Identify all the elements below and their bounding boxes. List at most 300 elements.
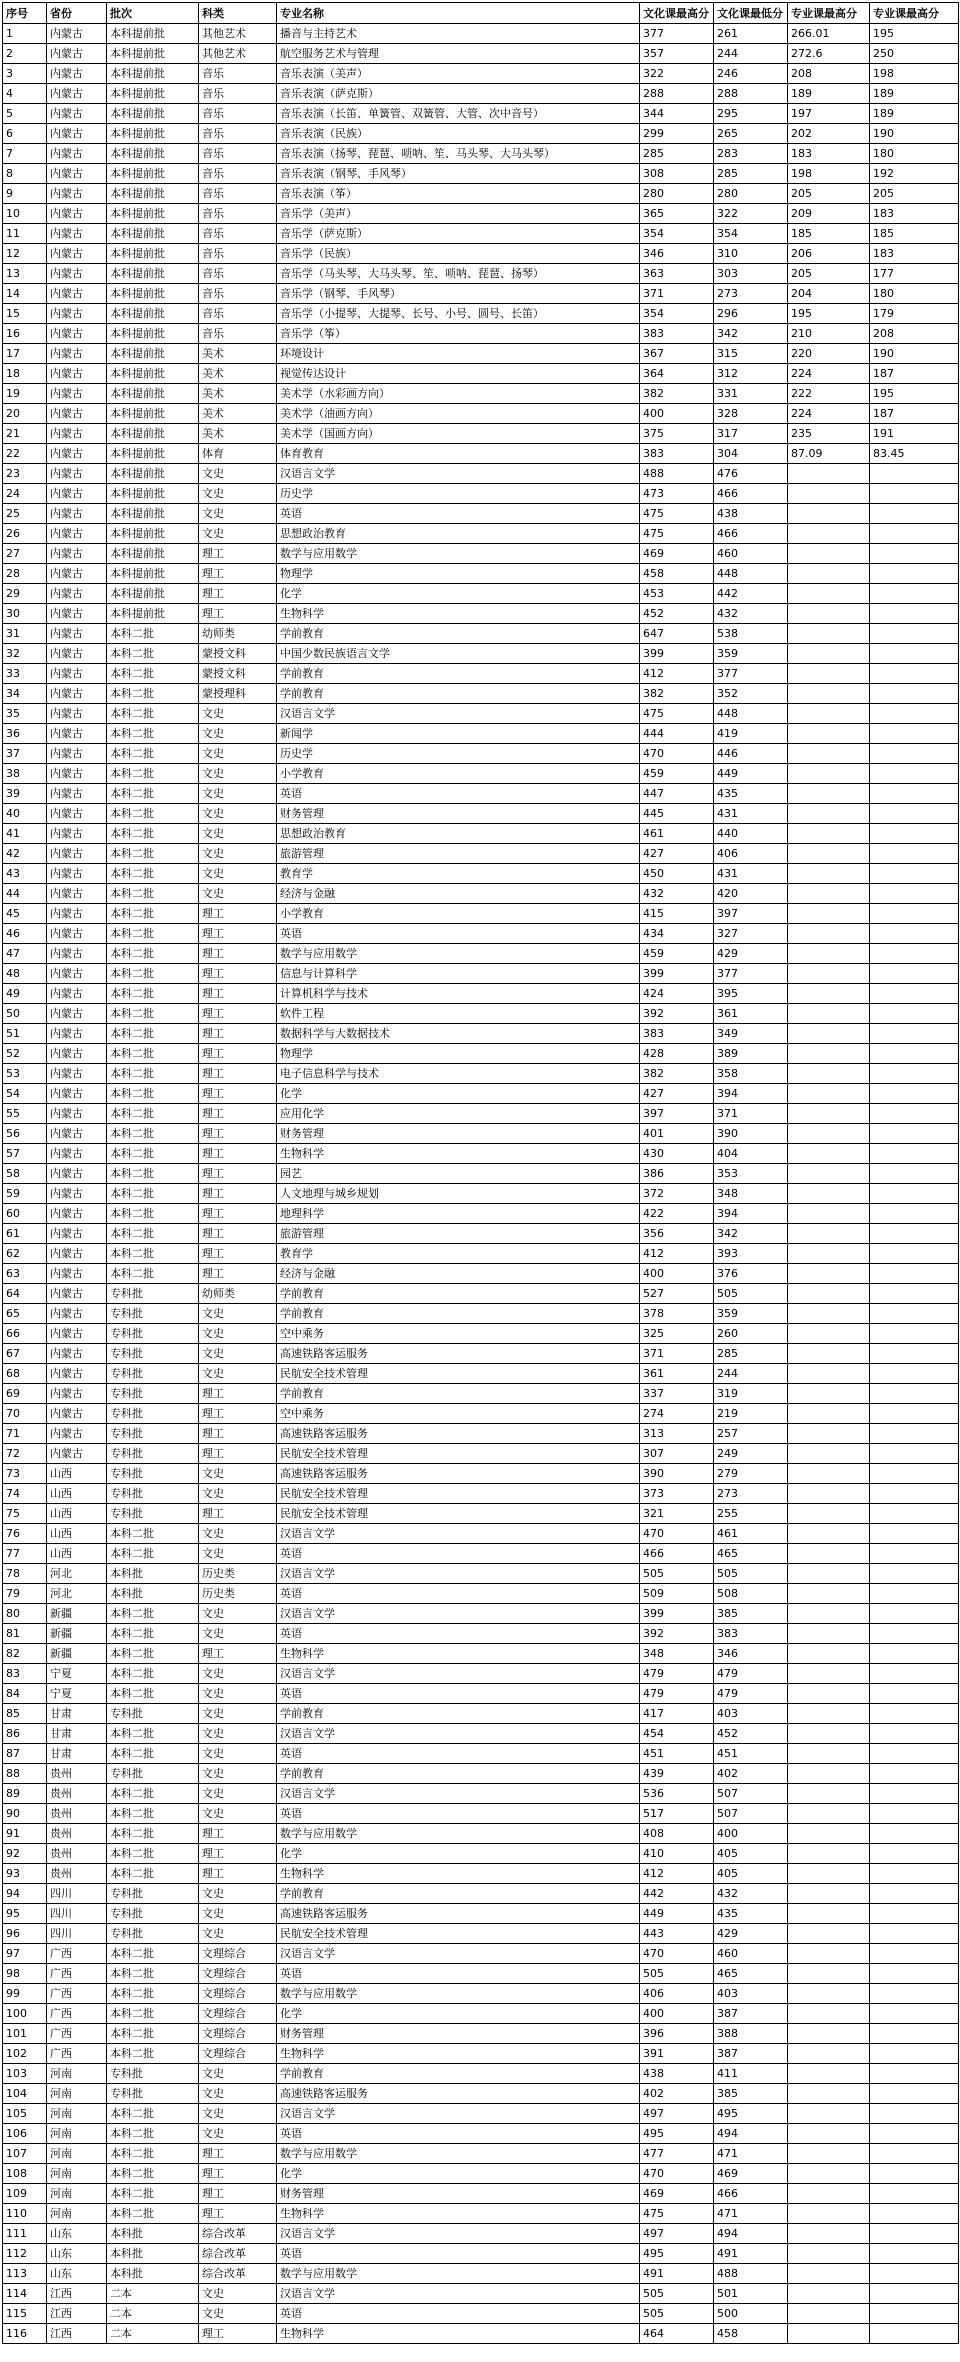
cell-major-max-2 <box>870 2064 959 2084</box>
cell-category: 文史 <box>199 2104 277 2124</box>
table-row <box>3 484 959 504</box>
cell-index: 61 <box>3 1224 47 1244</box>
cell-major-max <box>788 1564 870 1584</box>
cell-culture-max: 371 <box>640 1344 714 1364</box>
cell-index: 56 <box>3 1124 47 1144</box>
cell-province: 内蒙古 <box>47 864 107 884</box>
cell-major-max <box>788 1724 870 1744</box>
cell-major-max: 272.6 <box>788 44 870 64</box>
cell-province: 内蒙古 <box>47 904 107 924</box>
cell-culture-min: 246 <box>714 64 788 84</box>
cell-major-max-2 <box>870 1644 959 1664</box>
cell-culture-min: 494 <box>714 2124 788 2144</box>
cell-major: 经济与金融 <box>277 1264 640 1284</box>
cell-culture-max: 473 <box>640 484 714 504</box>
table-row <box>3 1064 959 1084</box>
cell-culture-max: 449 <box>640 1904 714 1924</box>
table-row <box>3 1124 959 1144</box>
cell-major-max-2 <box>870 2044 959 2064</box>
table-row <box>3 844 959 864</box>
cell-index: 108 <box>3 2164 47 2184</box>
cell-culture-min: 432 <box>714 1884 788 1904</box>
cell-province: 贵州 <box>47 1804 107 1824</box>
cell-culture-max: 382 <box>640 1064 714 1084</box>
cell-index: 44 <box>3 884 47 904</box>
cell-major: 教育学 <box>277 864 640 884</box>
cell-province: 内蒙古 <box>47 1324 107 1344</box>
cell-province: 山西 <box>47 1544 107 1564</box>
cell-province: 河南 <box>47 2084 107 2104</box>
table-row <box>3 104 959 124</box>
cell-major-max <box>788 2124 870 2144</box>
cell-major-max-2 <box>870 684 959 704</box>
cell-category: 理工 <box>199 924 277 944</box>
cell-index: 111 <box>3 2224 47 2244</box>
cell-major: 音乐学（萨克斯） <box>277 224 640 244</box>
table-row <box>3 1864 959 1884</box>
cell-culture-max: 412 <box>640 1244 714 1264</box>
cell-major-max-2 <box>870 924 959 944</box>
cell-category: 音乐 <box>199 284 277 304</box>
cell-culture-max: 399 <box>640 964 714 984</box>
cell-major: 音乐表演（美声） <box>277 64 640 84</box>
cell-major-max: 197 <box>788 104 870 124</box>
cell-culture-min: 431 <box>714 864 788 884</box>
cell-index: 24 <box>3 484 47 504</box>
cell-category: 理工 <box>199 1004 277 1024</box>
cell-province: 内蒙古 <box>47 284 107 304</box>
cell-culture-min: 358 <box>714 1064 788 1084</box>
cell-batch: 本科提前批 <box>107 364 199 384</box>
cell-major-max-2 <box>870 2184 959 2204</box>
cell-province: 内蒙古 <box>47 1164 107 1184</box>
cell-major-max-2 <box>870 2104 959 2124</box>
cell-major-max <box>788 1484 870 1504</box>
cell-culture-min: 383 <box>714 1624 788 1644</box>
cell-major: 高速铁路客运服务 <box>277 1424 640 1444</box>
cell-index: 96 <box>3 1924 47 1944</box>
cell-major-max <box>788 2264 870 2284</box>
cell-major-max <box>788 1164 870 1184</box>
cell-province: 内蒙古 <box>47 244 107 264</box>
cell-batch: 本科二批 <box>107 1164 199 1184</box>
cell-batch: 本科二批 <box>107 624 199 644</box>
cell-major-max-2 <box>870 864 959 884</box>
cell-province: 甘肃 <box>47 1744 107 1764</box>
cell-major-max-2: 187 <box>870 404 959 424</box>
cell-major-max <box>788 1744 870 1764</box>
cell-province: 河南 <box>47 2144 107 2164</box>
cell-major: 美术学（国画方向） <box>277 424 640 444</box>
cell-index: 38 <box>3 764 47 784</box>
table-row <box>3 2144 959 2164</box>
cell-culture-max: 390 <box>640 1464 714 1484</box>
cell-major-max <box>788 1084 870 1104</box>
cell-major: 英语 <box>277 2124 640 2144</box>
cell-batch: 本科批 <box>107 2224 199 2244</box>
cell-category: 文史 <box>199 1884 277 1904</box>
cell-category: 音乐 <box>199 84 277 104</box>
cell-index: 17 <box>3 344 47 364</box>
cell-major-max-2 <box>870 1064 959 1084</box>
cell-culture-min: 279 <box>714 1464 788 1484</box>
cell-major: 学前教育 <box>277 664 640 684</box>
cell-major: 汉语言文学 <box>277 1664 640 1684</box>
cell-batch: 本科二批 <box>107 1624 199 1644</box>
cell-index: 69 <box>3 1384 47 1404</box>
cell-major: 化学 <box>277 584 640 604</box>
table-row <box>3 564 959 584</box>
cell-culture-max: 466 <box>640 1544 714 1564</box>
table-row <box>3 744 959 764</box>
table-row <box>3 764 959 784</box>
cell-culture-min: 244 <box>714 44 788 64</box>
cell-culture-max: 361 <box>640 1364 714 1384</box>
cell-batch: 本科二批 <box>107 2144 199 2164</box>
cell-major: 音乐表演（萨克斯） <box>277 84 640 104</box>
cell-culture-max: 367 <box>640 344 714 364</box>
cell-province: 贵州 <box>47 1764 107 1784</box>
cell-index: 93 <box>3 1864 47 1884</box>
cell-major-max-2 <box>870 1664 959 1684</box>
cell-major-max: 183 <box>788 144 870 164</box>
cell-major: 民航安全技术管理 <box>277 1484 640 1504</box>
cell-index: 8 <box>3 164 47 184</box>
cell-major-max-2 <box>870 1404 959 1424</box>
cell-batch: 本科二批 <box>107 2104 199 2124</box>
cell-category: 文史 <box>199 1524 277 1544</box>
cell-major: 数学与应用数学 <box>277 944 640 964</box>
cell-major: 音乐学（小提琴、大提琴、长号、小号、圆号、长笛） <box>277 304 640 324</box>
cell-category: 文史 <box>199 784 277 804</box>
cell-province: 江西 <box>47 2324 107 2344</box>
cell-major-max-2 <box>870 1904 959 1924</box>
cell-culture-min: 406 <box>714 844 788 864</box>
cell-category: 理工 <box>199 1844 277 1864</box>
cell-culture-min: 465 <box>714 1964 788 1984</box>
cell-major-max-2 <box>870 544 959 564</box>
cell-major-max <box>788 1204 870 1224</box>
cell-province: 广西 <box>47 2004 107 2024</box>
cell-province: 内蒙古 <box>47 804 107 824</box>
cell-culture-max: 391 <box>640 2044 714 2064</box>
cell-batch: 本科二批 <box>107 1964 199 1984</box>
cell-culture-min: 387 <box>714 2044 788 2064</box>
cell-major: 汉语言文学 <box>277 704 640 724</box>
cell-batch: 专科批 <box>107 1924 199 1944</box>
table-row <box>3 504 959 524</box>
cell-index: 67 <box>3 1344 47 1364</box>
cell-batch: 本科提前批 <box>107 484 199 504</box>
table-row <box>3 1504 959 1524</box>
cell-culture-min: 419 <box>714 724 788 744</box>
cell-major: 环境设计 <box>277 344 640 364</box>
cell-major-max: 222 <box>788 384 870 404</box>
cell-major-max-2 <box>870 1504 959 1524</box>
table-row <box>3 1704 959 1724</box>
cell-major: 软件工程 <box>277 1004 640 1024</box>
cell-major-max-2 <box>870 2264 959 2284</box>
cell-culture-min: 280 <box>714 184 788 204</box>
cell-batch: 本科提前批 <box>107 524 199 544</box>
cell-major-max <box>788 1904 870 1924</box>
cell-batch: 本科提前批 <box>107 124 199 144</box>
cell-major: 人文地理与城乡规划 <box>277 1184 640 1204</box>
cell-major-max <box>788 1544 870 1564</box>
cell-category: 文史 <box>199 1364 277 1384</box>
cell-major-max-2 <box>870 1224 959 1244</box>
table-row <box>3 1824 959 1844</box>
table-row <box>3 264 959 284</box>
cell-major-max <box>788 884 870 904</box>
cell-province: 内蒙古 <box>47 664 107 684</box>
cell-culture-max: 469 <box>640 544 714 564</box>
cell-major-max-2 <box>870 1544 959 1564</box>
cell-culture-min: 371 <box>714 1104 788 1124</box>
cell-major-max-2 <box>870 1424 959 1444</box>
cell-culture-max: 399 <box>640 644 714 664</box>
cell-major-max <box>788 1924 870 1944</box>
cell-category: 文史 <box>199 1904 277 1924</box>
cell-province: 内蒙古 <box>47 1284 107 1304</box>
table-row <box>3 524 959 544</box>
cell-major-max-2 <box>870 1364 959 1384</box>
cell-major: 视觉传达设计 <box>277 364 640 384</box>
cell-major: 生物科学 <box>277 1864 640 1884</box>
cell-culture-max: 412 <box>640 664 714 684</box>
cell-culture-max: 445 <box>640 804 714 824</box>
cell-major-max <box>788 1064 870 1084</box>
cell-major-max-2 <box>870 624 959 644</box>
cell-major-max <box>788 924 870 944</box>
cell-index: 71 <box>3 1424 47 1444</box>
cell-index: 35 <box>3 704 47 724</box>
cell-major-max-2: 198 <box>870 64 959 84</box>
cell-category: 文史 <box>199 1304 277 1324</box>
cell-culture-max: 321 <box>640 1504 714 1524</box>
cell-index: 81 <box>3 1624 47 1644</box>
cell-culture-min: 435 <box>714 784 788 804</box>
cell-culture-min: 466 <box>714 2184 788 2204</box>
cell-major-max: 87.09 <box>788 444 870 464</box>
cell-major-max <box>788 1784 870 1804</box>
cell-culture-max: 517 <box>640 1804 714 1824</box>
cell-index: 109 <box>3 2184 47 2204</box>
cell-province: 广西 <box>47 1984 107 2004</box>
cell-major-max-2 <box>870 1304 959 1324</box>
cell-culture-max: 415 <box>640 904 714 924</box>
cell-batch: 本科二批 <box>107 684 199 704</box>
cell-batch: 本科提前批 <box>107 304 199 324</box>
cell-major-max-2 <box>870 944 959 964</box>
cell-category: 理工 <box>199 1224 277 1244</box>
cell-major-max <box>788 664 870 684</box>
cell-major: 生物科学 <box>277 1144 640 1164</box>
cell-province: 宁夏 <box>47 1664 107 1684</box>
cell-batch: 本科二批 <box>107 944 199 964</box>
cell-major-max <box>788 1144 870 1164</box>
table-row <box>3 1324 959 1344</box>
cell-major-max-2: 183 <box>870 244 959 264</box>
cell-province: 河南 <box>47 2184 107 2204</box>
cell-culture-min: 310 <box>714 244 788 264</box>
cell-major-max-2 <box>870 1524 959 1544</box>
cell-major-max <box>788 1364 870 1384</box>
cell-major-max-2 <box>870 1144 959 1164</box>
cell-index: 18 <box>3 364 47 384</box>
cell-province: 内蒙古 <box>47 264 107 284</box>
cell-province: 内蒙古 <box>47 1344 107 1364</box>
cell-index: 68 <box>3 1364 47 1384</box>
cell-category: 文史 <box>199 484 277 504</box>
cell-index: 65 <box>3 1304 47 1324</box>
table-row <box>3 644 959 664</box>
cell-major-max <box>788 2304 870 2324</box>
table-row <box>3 1364 959 1384</box>
cell-culture-max: 491 <box>640 2264 714 2284</box>
table-row <box>3 1664 959 1684</box>
cell-category: 理工 <box>199 1184 277 1204</box>
cell-major-max-2: 191 <box>870 424 959 444</box>
cell-culture-max: 299 <box>640 124 714 144</box>
cell-province: 河南 <box>47 2204 107 2224</box>
cell-index: 21 <box>3 424 47 444</box>
cell-batch: 本科二批 <box>107 1724 199 1744</box>
cell-major: 财务管理 <box>277 2024 640 2044</box>
cell-culture-max: 397 <box>640 1104 714 1124</box>
cell-culture-max: 452 <box>640 604 714 624</box>
cell-culture-min: 395 <box>714 984 788 1004</box>
cell-category: 文史 <box>199 1684 277 1704</box>
cell-major: 汉语言文学 <box>277 2224 640 2244</box>
cell-culture-max: 438 <box>640 2064 714 2084</box>
table-row <box>3 1784 959 1804</box>
cell-index: 83 <box>3 1664 47 1684</box>
cell-category: 文史 <box>199 764 277 784</box>
cell-index: 57 <box>3 1144 47 1164</box>
cell-province: 内蒙古 <box>47 384 107 404</box>
cell-culture-max: 400 <box>640 404 714 424</box>
cell-province: 内蒙古 <box>47 444 107 464</box>
cell-major-max-2 <box>870 2024 959 2044</box>
header-province: 省份 <box>47 3 107 24</box>
cell-category: 理工 <box>199 2324 277 2344</box>
cell-province: 内蒙古 <box>47 1144 107 1164</box>
cell-culture-max: 378 <box>640 1304 714 1324</box>
cell-category: 音乐 <box>199 224 277 244</box>
cell-province: 内蒙古 <box>47 644 107 664</box>
cell-category: 文史 <box>199 524 277 544</box>
cell-culture-max: 408 <box>640 1824 714 1844</box>
cell-province: 内蒙古 <box>47 584 107 604</box>
cell-batch: 本科二批 <box>107 1684 199 1704</box>
cell-culture-max: 396 <box>640 2024 714 2044</box>
cell-batch: 二本 <box>107 2304 199 2324</box>
table-row <box>3 1964 959 1984</box>
cell-culture-max: 479 <box>640 1664 714 1684</box>
cell-major: 音乐表演（扬琴、琵琶、唢呐、笙、马头琴、大马头琴） <box>277 144 640 164</box>
cell-major: 汉语言文学 <box>277 1564 640 1584</box>
cell-province: 内蒙古 <box>47 1224 107 1244</box>
cell-major: 音乐学（钢琴、手风琴） <box>277 284 640 304</box>
cell-major-max-2: 195 <box>870 384 959 404</box>
cell-culture-max: 307 <box>640 1444 714 1464</box>
cell-category: 文理综合 <box>199 2004 277 2024</box>
cell-province: 广西 <box>47 1964 107 1984</box>
cell-major: 空中乘务 <box>277 1324 640 1344</box>
cell-index: 22 <box>3 444 47 464</box>
cell-province: 内蒙古 <box>47 144 107 164</box>
cell-major-max <box>788 1844 870 1864</box>
cell-batch: 本科二批 <box>107 1224 199 1244</box>
table-row <box>3 1204 959 1224</box>
cell-culture-max: 459 <box>640 944 714 964</box>
cell-major-max-2 <box>870 1604 959 1624</box>
cell-culture-min: 342 <box>714 324 788 344</box>
table-row <box>3 1144 959 1164</box>
table-row <box>3 2104 959 2124</box>
cell-culture-max: 470 <box>640 744 714 764</box>
table-row <box>3 1384 959 1404</box>
cell-culture-max: 444 <box>640 724 714 744</box>
cell-category: 理工 <box>199 964 277 984</box>
cell-batch: 本科提前批 <box>107 144 199 164</box>
header-major: 专业名称 <box>277 3 640 24</box>
cell-province: 内蒙古 <box>47 824 107 844</box>
cell-province: 内蒙古 <box>47 1264 107 1284</box>
cell-province: 内蒙古 <box>47 464 107 484</box>
cell-major: 英语 <box>277 784 640 804</box>
cell-major-max <box>788 1404 870 1424</box>
cell-culture-min: 393 <box>714 1244 788 1264</box>
cell-category: 文史 <box>199 2304 277 2324</box>
cell-index: 50 <box>3 1004 47 1024</box>
cell-major-max-2 <box>870 664 959 684</box>
cell-batch: 本科提前批 <box>107 84 199 104</box>
cell-batch: 专科批 <box>107 1464 199 1484</box>
cell-batch: 专科批 <box>107 1504 199 1524</box>
cell-major: 音乐学（马头琴、大马头琴、笙、唢呐、琵琶、扬琴） <box>277 264 640 284</box>
table-row <box>3 1284 959 1304</box>
cell-culture-min: 508 <box>714 1584 788 1604</box>
cell-major-max <box>788 984 870 1004</box>
cell-major-max: 209 <box>788 204 870 224</box>
cell-category: 理工 <box>199 1444 277 1464</box>
cell-province: 甘肃 <box>47 1704 107 1724</box>
cell-culture-min: 476 <box>714 464 788 484</box>
cell-index: 39 <box>3 784 47 804</box>
cell-province: 内蒙古 <box>47 1184 107 1204</box>
cell-major-max-2 <box>870 1564 959 1584</box>
cell-province: 山西 <box>47 1464 107 1484</box>
table-row <box>3 1904 959 1924</box>
table-row <box>3 2064 959 2084</box>
cell-category: 理工 <box>199 2204 277 2224</box>
cell-category: 理工 <box>199 1644 277 1664</box>
table-row <box>3 724 959 744</box>
cell-category: 蒙授理科 <box>199 684 277 704</box>
cell-major-max-2 <box>870 1344 959 1364</box>
cell-major: 学前教育 <box>277 1764 640 1784</box>
cell-major-max-2 <box>870 724 959 744</box>
cell-batch: 本科二批 <box>107 1804 199 1824</box>
cell-major: 汉语言文学 <box>277 1944 640 1964</box>
cell-major-max <box>788 844 870 864</box>
cell-culture-min: 348 <box>714 1184 788 1204</box>
header-index: 序号 <box>3 3 47 24</box>
cell-batch: 本科提前批 <box>107 284 199 304</box>
cell-batch: 本科批 <box>107 1564 199 1584</box>
